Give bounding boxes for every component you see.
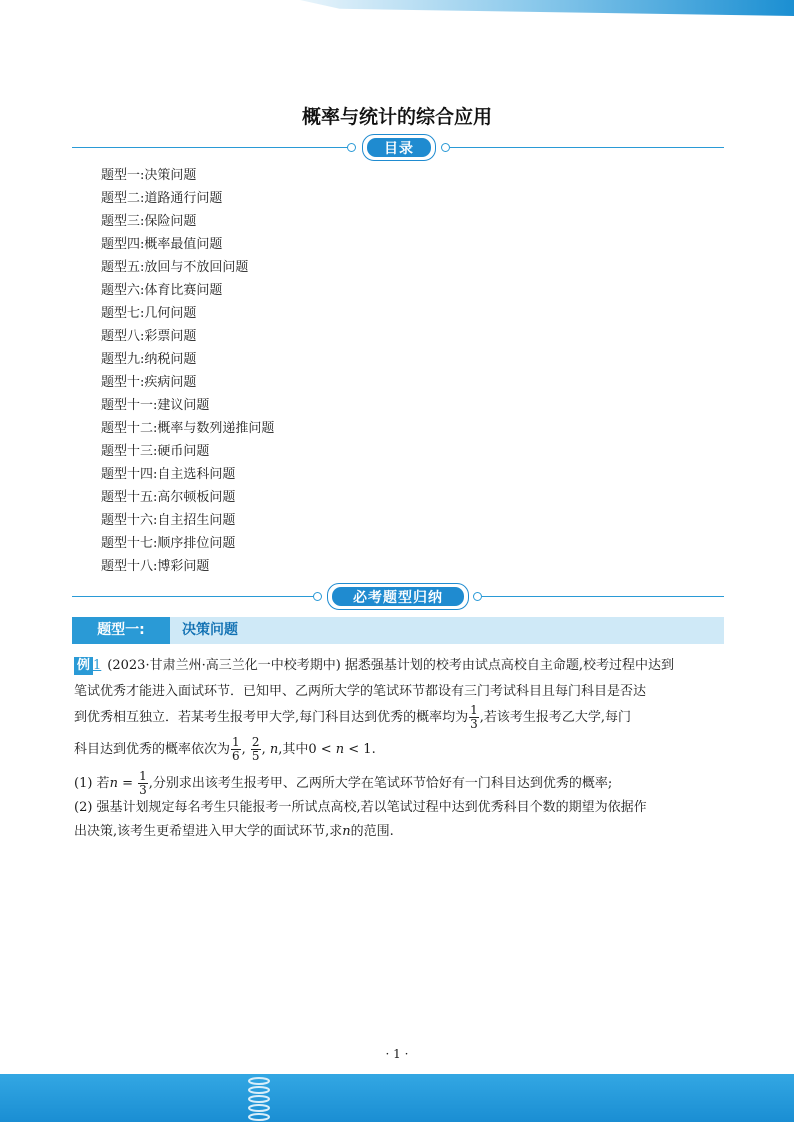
toc-divider-right	[450, 147, 724, 148]
toc-item[interactable]: 题型三:保险问题	[101, 214, 197, 229]
toc-list	[101, 166, 274, 580]
toc-heading-pill	[362, 134, 436, 161]
fraction-numerator: 1	[139, 769, 147, 783]
example-line-2: 笔试优秀才能进入面试环节．已知甲、乙两所大学的笔试环节都设有三门考试科目且每门科目是否达	[74, 684, 647, 699]
example-text: 的范围.	[350, 824, 394, 839]
fraction	[231, 736, 241, 763]
toc-item[interactable]: 题型七:几何问题	[101, 306, 197, 321]
fraction-numerator: 1	[232, 735, 240, 749]
toc-item[interactable]: 题型十一:建议问题	[101, 398, 210, 413]
fraction	[251, 736, 261, 763]
fraction-denominator: 3	[470, 717, 478, 731]
fraction	[138, 770, 148, 797]
summary-heading-label: 必考题型归纳	[332, 587, 464, 606]
example-text: (2023·甘肃兰州·高三兰化一中校考期中) 据悉强基计划的校考由试点高校自主命题,校考过程中达到	[107, 658, 675, 673]
equals-sign: =	[117, 776, 138, 791]
fraction	[469, 704, 479, 731]
divider-dot-icon	[473, 592, 482, 601]
spiral-binding-icon	[244, 1074, 274, 1122]
fraction-numerator: 1	[470, 703, 478, 717]
example-text: 到优秀相互独立．若某考生报考甲大学,每门科目达到优秀的概率均为	[74, 710, 469, 725]
fraction-denominator: 5	[251, 749, 260, 763]
toc-item[interactable]: 题型九:纳税问题	[101, 352, 197, 367]
example-badge: 例	[74, 657, 93, 675]
toc-item[interactable]: 题型一:决策问题	[101, 168, 197, 183]
example-text: ,若该考生报考乙大学,每门	[479, 710, 632, 725]
math-variable: n	[109, 776, 118, 791]
example-text: (1) 若	[74, 776, 110, 791]
example-text: ,其中0 <	[278, 742, 336, 757]
toc-divider-left	[72, 147, 354, 148]
toc-item[interactable]: 题型十:疾病问题	[101, 375, 197, 390]
bottom-decorative-bar	[0, 1074, 794, 1122]
summary-divider-right	[482, 596, 724, 597]
toc-item[interactable]: 题型十七:顺序排位问题	[101, 536, 236, 551]
math-variable: n	[342, 824, 351, 839]
summary-heading-pill	[327, 583, 469, 610]
example-text: ,分别求出该考生报考甲、乙两所大学在笔试环节恰好有一门科目达到优秀的概率;	[148, 776, 613, 791]
divider-dot-icon	[441, 143, 450, 152]
toc-item[interactable]: 题型十三:硬币问题	[101, 444, 210, 459]
fraction-numerator: 2	[251, 735, 260, 749]
example-line-4	[74, 736, 724, 763]
fraction-denominator: 6	[232, 749, 240, 763]
section-title: 决策问题	[182, 622, 238, 638]
question-2-line-2	[74, 822, 724, 842]
question-1	[74, 770, 724, 797]
question-2-line-1: (2) 强基计划规定每名考生只能报考一所试点高校,若以笔试过程中达到优秀科目个数的期望为依据作	[74, 800, 647, 815]
toc-item[interactable]: 题型二:道路通行问题	[101, 191, 223, 206]
toc-item[interactable]: 题型十八:博彩问题	[101, 559, 210, 574]
toc-item[interactable]: 题型十五:高尔顿板问题	[101, 490, 236, 505]
comma: ,	[261, 742, 270, 757]
example-text: 科目达到优秀的概率依次为	[74, 742, 231, 757]
toc-item[interactable]: 题型十二:概率与数列递推问题	[101, 421, 275, 436]
toc-heading-label: 目录	[367, 138, 431, 157]
summary-divider-left	[72, 596, 314, 597]
toc-item[interactable]: 题型十四:自主选科问题	[101, 467, 236, 482]
toc-item[interactable]: 题型五:放回与不放回问题	[101, 260, 249, 275]
page-number: · 1 ·	[385, 1047, 409, 1061]
toc-item[interactable]: 题型四:概率最值问题	[101, 237, 223, 252]
page-title: 概率与统计的综合应用	[301, 106, 492, 128]
toc-item[interactable]: 题型十六:自主招生问题	[101, 513, 236, 528]
example-text: < 1.	[344, 742, 376, 757]
divider-dot-icon	[313, 592, 322, 601]
example-text: 出决策,该考生更希望进入甲大学的面试环节,求	[74, 824, 343, 839]
example-number: 1	[93, 658, 102, 673]
section-header	[72, 617, 724, 644]
example-line-3	[74, 704, 724, 731]
example-line-1	[74, 656, 724, 676]
comma: ,	[241, 742, 250, 757]
math-variable: n	[269, 742, 279, 757]
section-tag: 题型一:	[72, 617, 170, 644]
fraction-denominator: 3	[139, 783, 147, 797]
toc-item[interactable]: 题型八:彩票问题	[101, 329, 197, 344]
divider-dot-icon	[347, 143, 356, 152]
math-variable: n	[335, 742, 345, 757]
top-decorative-bar	[300, 0, 794, 16]
toc-item[interactable]: 题型六:体育比赛问题	[101, 283, 223, 298]
